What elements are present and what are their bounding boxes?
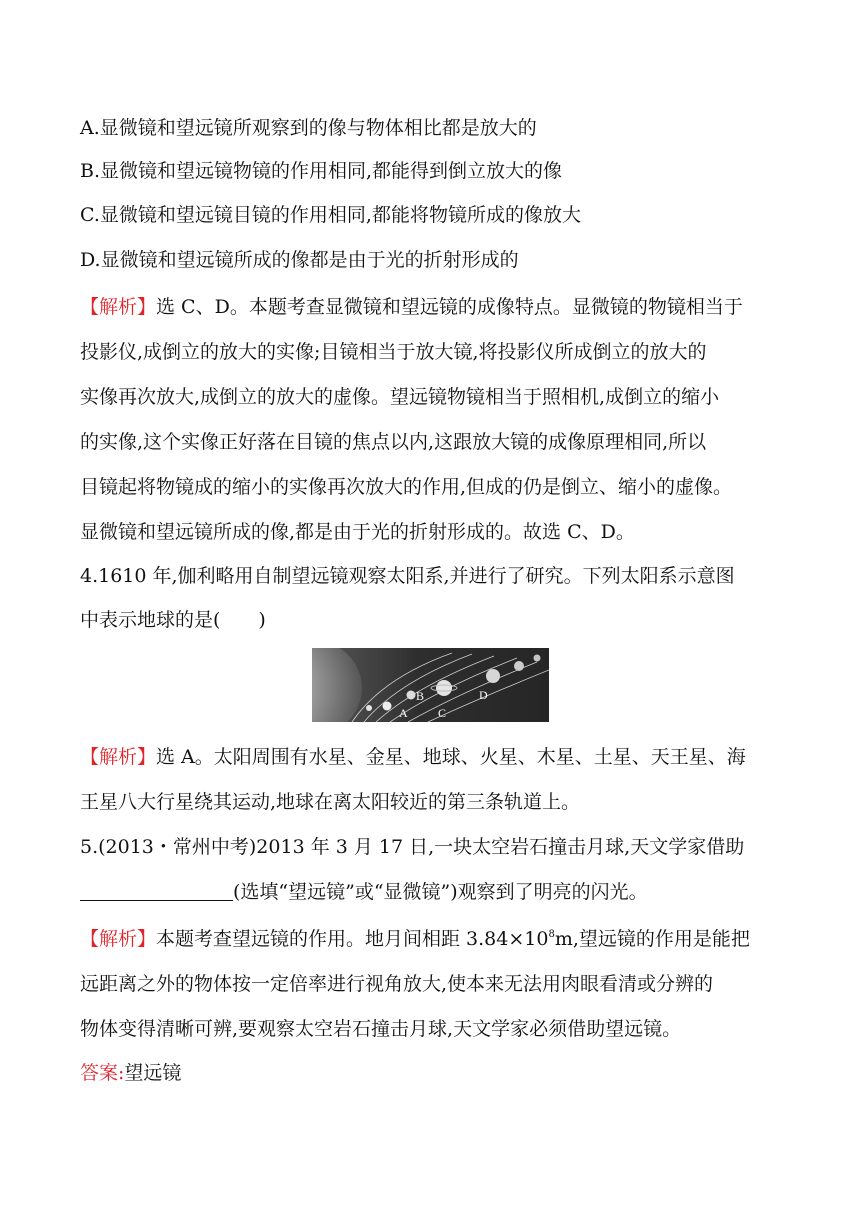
analysis-tag: 【解析】: [80, 928, 157, 950]
label-d: D: [479, 688, 488, 702]
analysis-tag: 【解析】: [80, 296, 157, 318]
answer-label: 答案:: [80, 1062, 125, 1084]
analysis5-text-1a: 本题考查望远镜的作用。地月间相距 3.84×10: [156, 928, 549, 950]
answer-value: 望远镜: [124, 1062, 182, 1084]
question-4-line-1: 4.1610 年,伽利略用自制望远镜观察太阳系,并进行了研究。下列太阳系示意图: [80, 565, 735, 587]
planet-outer-1: [514, 661, 524, 671]
planet-c: [436, 680, 452, 696]
planet-d: [486, 669, 500, 683]
planet-b: [407, 691, 416, 700]
analysis4-text-1: 选 A。太阳周围有水星、金星、地球、火星、木星、土星、天王星、海: [156, 746, 746, 768]
question-5-line-2: [80, 879, 780, 905]
analysis5-line-1: [80, 926, 780, 952]
analysis3-line-6: 显微镜和望远镜所成的像,都是由于光的折射形成的。故选 C、D。: [80, 521, 635, 543]
analysis5-text-1b: m,望远镜的作用是能把: [554, 928, 750, 950]
option-d: D.显微镜和望远镜所成的像都是由于光的折射形成的: [80, 249, 519, 271]
question-5-text-2: (选填“望远镜”或“显微镜”)观察到了明亮的闪光。: [233, 881, 648, 903]
analysis3-text-1: 选 C、D。本题考查显微镜和望远镜的成像特点。显微镜的物镜相当于: [156, 296, 743, 318]
analysis5-line-3: 物体变得清晰可辨,要观察太空岩石撞击月球,天文学家必须借助望远镜。: [80, 1018, 682, 1040]
question-4-line-2: 中表示地球的是( ): [80, 609, 266, 631]
analysis3-line-5: 目镜起将物镜成的缩小的实像再次放大的作用,但成的仍是倒立、缩小的虚像。: [80, 476, 733, 498]
planet-mercury: [366, 705, 372, 711]
label-b: B: [416, 689, 425, 703]
label-a: A: [399, 706, 408, 720]
planet-outer-2: [534, 655, 541, 662]
analysis3-line-3: 实像再次放大,成倒立的放大的虚像。望远镜物镜相当于照相机,成倒立的缩小: [80, 386, 720, 408]
solar-system-figure: [312, 648, 549, 722]
fill-in-blank[interactable]: [80, 882, 233, 901]
analysis4-line-1: [80, 744, 780, 770]
question-5-line-1: 5.(2013・常州中考)2013 年 3 月 17 日,一块太空岩石撞击月球,天文学家借助: [80, 836, 745, 858]
analysis3-line-4: 的实像,这个实像正好落在目镜的焦点以内,这跟放大镜的成像原理相同,所以: [80, 431, 707, 453]
planet-a: [383, 702, 392, 711]
exponent: 8: [548, 929, 555, 940]
analysis3-line-2: 投影仪,成倒立的放大的实像;目镜相当于放大镜,将投影仪所成倒立的放大的: [80, 341, 707, 363]
label-c: C: [438, 706, 447, 720]
analysis3-line-1: [80, 294, 780, 320]
option-b: B.显微镜和望远镜物镜的作用相同,都能得到倒立放大的像: [80, 160, 563, 182]
analysis5-line-2: 远距离之外的物体按一定倍率进行视角放大,使本来无法用肉眼看清或分辨的: [80, 973, 714, 995]
analysis-tag: 【解析】: [80, 746, 157, 768]
analysis4-line-2: 王星八大行星绕其运动,地球在离太阳较近的第三条轨道上。: [80, 791, 581, 813]
option-c: C.显微镜和望远镜目镜的作用相同,都能将物镜所成的像放大: [80, 204, 581, 226]
answer-line: [80, 1060, 780, 1086]
option-a: A.显微镜和望远镜所观察到的像与物体相比都是放大的: [80, 117, 537, 139]
